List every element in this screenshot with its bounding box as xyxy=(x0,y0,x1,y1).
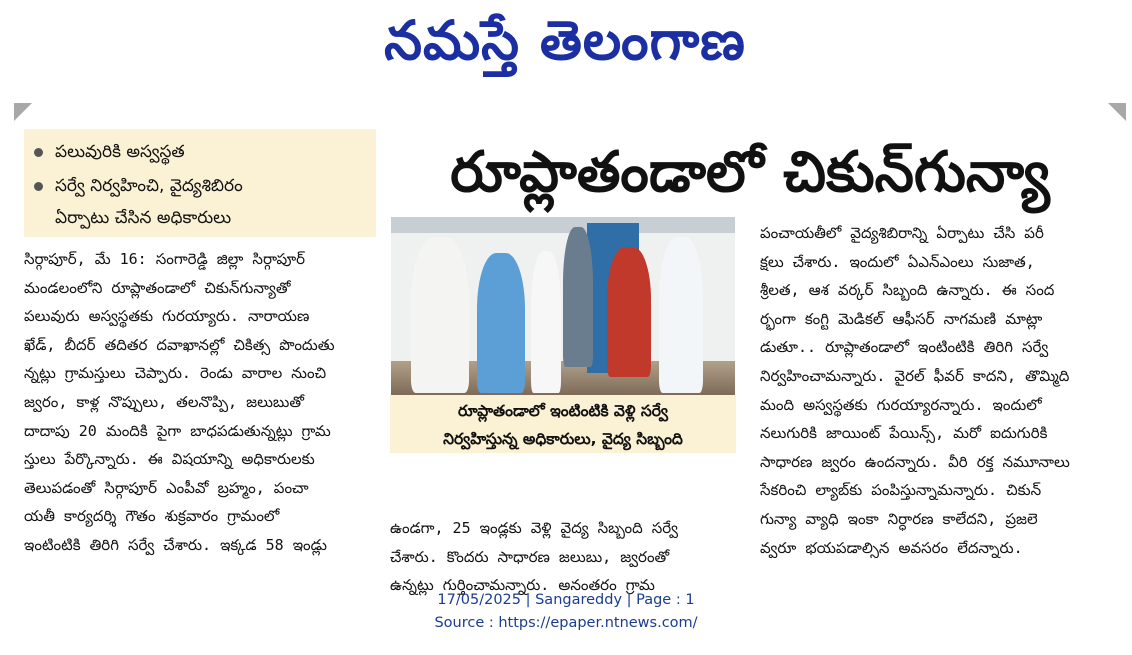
bullet-icon xyxy=(34,148,43,157)
article-column-3 xyxy=(760,219,1106,562)
article-line: చేశారు. కొందరు సాధారణ జలుబు, జ్వరంతో xyxy=(390,547,670,566)
article-column-1 xyxy=(24,245,372,560)
photo-person xyxy=(531,251,561,393)
clip-corner-right xyxy=(1108,103,1126,121)
photo-caption: రూప్లాతండాలో ఇంటింటికి వెళ్లి సర్వే నిర్వహిస్తున్న అధికారులు, వైద్య సిబ్బంది xyxy=(390,395,736,453)
clip-corner-left xyxy=(14,103,32,121)
article-column-2 xyxy=(390,514,734,600)
article-line: ఇంటింటికి తిరిగి సర్వే చేశారు. ఇక్కడ 58 ఇండ్లు xyxy=(24,535,327,554)
article-line: మండలంలోని రూప్లాతండాలో చికున్‌గున్యాతో xyxy=(24,278,291,297)
article-line: ర్భంగా కంగ్టి మెడికల్ ఆఫీసర్ నాగమణి మాట్లా xyxy=(760,309,1043,328)
footer xyxy=(0,589,1132,635)
article-line: నలుగురికి జాయింట్ పేయిన్స్, మరో ఐదుగురికి xyxy=(760,424,1048,443)
footer-date-line: 17/05/2025 | Sangareddy | Page : 1 xyxy=(437,592,695,608)
article-line: శ్రీలత, ఆశ వర్కర్ సిబ్బంది ఉన్నారు. ఈ సంద xyxy=(760,281,1055,300)
article-line: సేకరించి ల్యాబ్‌కు పంపిస్తున్నామన్నారు. చికున్ xyxy=(760,481,1042,500)
photo-person xyxy=(411,237,469,393)
article-line: సిర్గాపూర్, మే 16: సంగారెడ్డి జిల్లా సిర్గాపూర్ xyxy=(24,250,306,268)
headline: రూప్లాతండాలో చికున్‌గున్యా xyxy=(450,140,1050,205)
article-line: ఖేడ్, బీదర్ తదితర దవాఖానల్లో చికిత్స పొందుతు xyxy=(24,335,335,354)
masthead xyxy=(0,0,1132,92)
highlight-item: సర్వే నిర్వహించి, వైద్యశిబిరం xyxy=(34,169,243,203)
news-clipping xyxy=(14,103,1126,595)
news-photo xyxy=(391,217,735,395)
bullet-icon xyxy=(34,182,43,191)
article-line: మంది అస్వస్థతకు గురయ్యారన్నారు. ఇందులో xyxy=(760,395,1042,414)
newspaper-logo: నమస్తే తెలంగాణ xyxy=(384,9,746,72)
article-line: ఉండగా, 25 ఇండ్లకు వెళ్లి వైద్య సిబ్బంది సర్వే xyxy=(390,519,679,537)
article-line: పలువురు అస్వస్థతకు గురయ్యారు. నారాయణ xyxy=(24,307,310,326)
article-line: గున్యా వ్యాధి ఇంకా నిర్ధారణ కాలేదని, ప్రజలె xyxy=(760,509,1038,528)
photo-person xyxy=(607,247,651,377)
footer-source-link[interactable]: Source : https://epaper.ntnews.com/ xyxy=(434,615,698,631)
article-line: ఉన్నట్లు గుర్తించామన్నారు. అనంతరం గ్రామ xyxy=(390,576,655,595)
article-line: డుతూ.. రూప్లాతండాలో ఇంటింటికి తిరిగి సర్వే xyxy=(760,338,1049,357)
article-line: న్నట్లు గ్రామస్తులు చెప్పారు. రెండు వారాల నుంచి xyxy=(24,364,327,383)
highlight-item: పలువురికి అస్వస్థత xyxy=(34,135,185,169)
photo-person xyxy=(563,227,593,367)
article-line: నిర్వహించామన్నారు. వైరల్ ఫీవర్ కాదని, తొమ్మిది xyxy=(760,366,1070,385)
article-line: జ్వరం, కాళ్ల నొప్పులు, తలనొప్పి, జలుబుతో xyxy=(24,392,304,411)
article-line: స్తులు పేర్కొన్నారు. ఈ విషయాన్ని అధికారులకు xyxy=(24,450,315,469)
article-line: తెలుపడంతో సిర్గాపూర్ ఎంపీవో బ్రహ్మం, పంచా xyxy=(24,478,309,497)
article-line: పంచాయతీలో వైద్యశిబిరాన్ని ఏర్పాటు చేసి పరీ xyxy=(760,224,1044,242)
article-line: యతీ కార్యదర్శి గౌతం శుక్రవారం గ్రామంలో xyxy=(24,507,280,526)
highlight-item-continuation: ఏర్పాటు చేసిన అధికారులు xyxy=(55,208,232,228)
article-line: వ్వరూ భయపడాల్సిన అవసరం లేదన్నారు. xyxy=(760,538,1023,557)
article-line: సాధారణ జ్వరం ఉందన్నారు. వీరి రక్త నమూనాలు xyxy=(760,452,1070,471)
photo-person xyxy=(477,253,525,393)
article-line: క్షలు చేశారు. ఇందులో ఏఎన్‌ఎంలు సుజాత, xyxy=(760,252,1035,271)
photo-person xyxy=(659,237,703,393)
article-line: దాదాపు 20 మందికి పైగా బాధపడుతున్నట్లు గ్రామ xyxy=(24,421,331,440)
highlights-box xyxy=(24,129,376,237)
photo-roof xyxy=(391,217,735,233)
